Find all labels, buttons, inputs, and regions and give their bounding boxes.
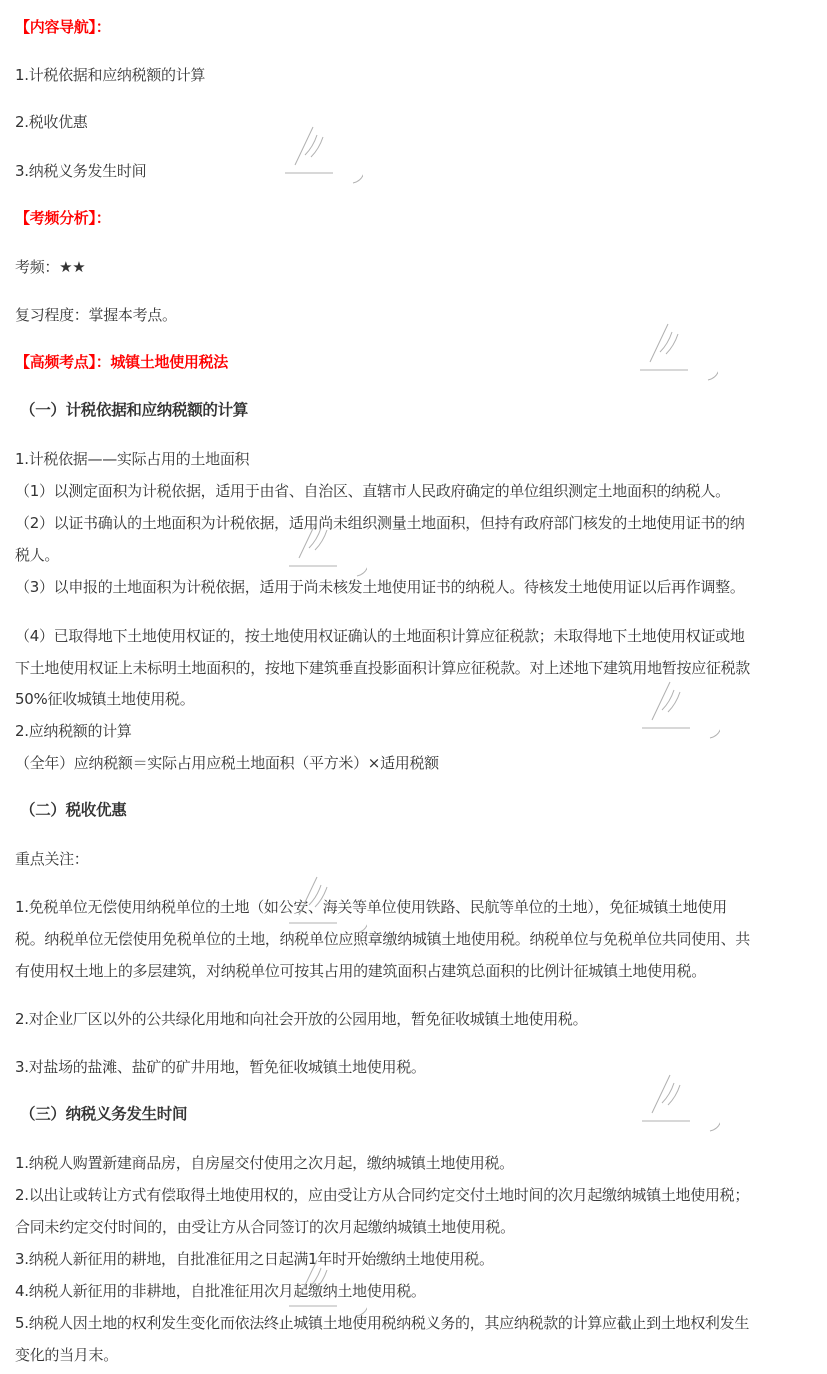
- obligation-4: 4.纳税人新征用的非耕地，自批准征用次月起缴纳土地使用税。: [15, 1282, 426, 1300]
- nav-item-2: 2.税收优惠: [15, 113, 88, 131]
- focus-label: 重点关注：: [15, 850, 89, 868]
- basis-title: 1.计税依据——实际占用的土地面积: [15, 450, 250, 468]
- obligation-2-line-2: 合同未约定交付时间的，由受让方从合同签订的次月起缴纳城镇土地使用税。: [15, 1218, 515, 1236]
- basis-item-4-line-2: 下土地使用权证上未标明土地面积的，按地下建筑垂直投影面积计算应征税款。对上述地下建筑用地暂按应征税款: [15, 659, 751, 677]
- preference-1-line-2: 税。纳税单位无偿使用免税单位的土地，纳税单位应照章缴纳城镇土地使用税。纳税单位与免税单位共同使用、共: [15, 930, 751, 948]
- basis-item-3: （3）以申报的土地面积为计税依据，适用于尚未核发土地使用证书的纳税人。待核发土地使用证以后再作调整。: [15, 578, 745, 596]
- section-3-title: （三）纳税义务发生时间: [20, 1105, 188, 1123]
- key-point-heading: 【高频考点】：城镇土地使用税法: [15, 353, 229, 371]
- watermark-icon: [287, 1258, 367, 1318]
- obligation-5-line-1: 5.纳税人因土地的权利发生变化而依法终止城镇土地使用税纳税义务的，其应纳税款的计算应截止到土地权利发生: [15, 1314, 750, 1332]
- obligation-5-line-2: 变化的当月末。: [15, 1346, 118, 1364]
- preference-3: 3.对盐场的盐滩、盐矿的矿井用地，暂免征收城镇土地使用税。: [15, 1058, 426, 1076]
- section-1-title: （一）计税依据和应纳税额的计算: [20, 401, 249, 419]
- tax-formula: （全年）应纳税额＝实际占用应税土地面积（平方米）×适用税额: [15, 754, 439, 772]
- analysis-heading: 【考频分析】：: [15, 209, 111, 227]
- basis-item-4-line-1: （4）已取得地下土地使用权证的，按土地使用权证确认的土地面积计算应征税款；未取得地下土地使用权证或地: [15, 627, 745, 645]
- nav-item-3: 3.纳税义务发生时间: [15, 162, 147, 180]
- obligation-2-line-1: 2.以出让或转让方式有偿取得土地使用权的，应由受让方从合同约定交付土地时间的次月起缴纳城镇土地使用税；: [15, 1186, 750, 1204]
- nav-item-1: 1.计税依据和应纳税额的计算: [15, 66, 206, 84]
- basis-item-2-line-1: （2）以证书确认的土地面积为计税依据，适用尚未组织测量土地面积，但持有政府部门核发的土地使用证书的纳: [15, 514, 745, 532]
- basis-item-4-line-3: 50%征收城镇土地使用税。: [15, 690, 195, 708]
- nav-heading: 【内容导航】：: [15, 18, 111, 36]
- basis-item-2-line-2: 税人。: [15, 546, 60, 564]
- watermark-icon: [640, 680, 720, 740]
- preference-1-line-3: 有使用权土地上的多层建筑，对纳税单位可按其占用的建筑面积占建筑总面积的比例计征城镇土地使用税。: [15, 962, 706, 980]
- section-2-title: （二）税收优惠: [20, 801, 127, 819]
- review-level: 复习程度：掌握本考点。: [15, 306, 177, 324]
- watermark-icon: [283, 125, 363, 185]
- preference-1-line-1: 1.免税单位无偿使用纳税单位的土地（如公安、海关等单位使用铁路、民航等单位的土地），免征城镇土地使用: [15, 898, 727, 916]
- exam-frequency: 考频：★★: [15, 258, 86, 276]
- preference-2: 2.对企业厂区以外的公共绿化用地和向社会开放的公园用地，暂免征收城镇土地使用税。: [15, 1010, 588, 1028]
- watermark-icon: [287, 875, 367, 935]
- watermark-icon: [638, 322, 718, 382]
- watermark-icon: [640, 1073, 720, 1133]
- obligation-1: 1.纳税人购置新建商品房，自房屋交付使用之次月起，缴纳城镇土地使用税。: [15, 1154, 514, 1172]
- obligation-3: 3.纳税人新征用的耕地，自批准征用之日起满1年时开始缴纳土地使用税。: [15, 1250, 494, 1268]
- basis-item-1: （1）以测定面积为计税依据，适用于由省、自治区、直辖市人民政府确定的单位组织测定土地面积的纳税人。: [15, 482, 730, 500]
- watermark-icon: [287, 518, 367, 578]
- calc-title: 2.应纳税额的计算: [15, 722, 132, 740]
